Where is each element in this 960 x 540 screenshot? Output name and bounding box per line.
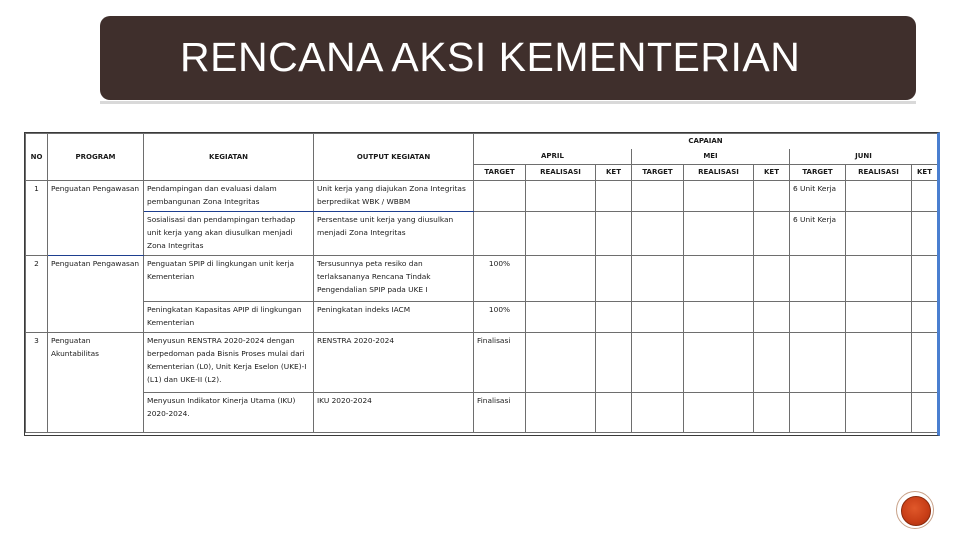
- table-row: [26, 212, 938, 256]
- title-underline: [100, 101, 916, 104]
- row-no: 1: [26, 181, 48, 256]
- header-month-mei: MEI: [632, 149, 790, 165]
- header-sub: KET: [754, 165, 790, 181]
- row-no: 3: [26, 333, 48, 433]
- row-kegiatan: Menyusun RENSTRA 2020-2024 dengan berpedoman pada Bisnis Proses mulai dari Kementerian (L0), Unit Kerja Eselon (UKE)-I (L1) dan UKE-II (L2).: [144, 333, 314, 393]
- header-program: PROGRAM: [48, 134, 144, 181]
- slide-title: RENCANA AKSI KEMENTERIAN: [180, 34, 801, 80]
- header-sub: REALISASI: [684, 165, 754, 181]
- row-output: IKU 2020-2024: [314, 393, 474, 433]
- header-month-april: APRIL: [474, 149, 632, 165]
- april-target: 100%: [474, 302, 526, 333]
- action-plan-table-image: [24, 132, 940, 436]
- row-output: Peningkatan indeks IACM: [314, 302, 474, 333]
- row-output: Persentase unit kerja yang diusulkan menjadi Zona Integritas: [314, 212, 474, 256]
- april-target: [474, 212, 526, 256]
- april-target: 100%: [474, 256, 526, 302]
- table-row: [26, 393, 938, 433]
- header-sub: KET: [596, 165, 632, 181]
- row-kegiatan: Penguatan SPIP di lingkungan unit kerja Kementerian: [144, 256, 314, 302]
- header-capaian: CAPAIAN: [474, 134, 938, 150]
- april-target: Finalisasi: [474, 393, 526, 433]
- row-no: 2: [26, 256, 48, 333]
- title-banner: [100, 16, 916, 100]
- row-output: RENSTRA 2020-2024: [314, 333, 474, 393]
- table-row: [26, 333, 938, 393]
- table-row: [26, 181, 938, 212]
- action-plan-table: [25, 133, 938, 433]
- april-target: Finalisasi: [474, 333, 526, 393]
- table-row: [26, 256, 938, 302]
- header-month-juni: JUNI: [790, 149, 938, 165]
- header-sub: KET: [912, 165, 938, 181]
- juni-target: 6 Unit Kerja: [790, 212, 846, 256]
- header-sub: REALISASI: [526, 165, 596, 181]
- header-sub: REALISASI: [846, 165, 912, 181]
- seal-logo-icon: [896, 491, 934, 529]
- row-output: Tersusunnya peta resiko dan terlaksananya Rencana Tindak Pengendalian SPIP pada UKE I: [314, 256, 474, 302]
- april-target: [474, 181, 526, 212]
- seal-emblem: [901, 496, 931, 526]
- juni-target: [790, 333, 846, 393]
- header-no: NO: [26, 134, 48, 181]
- juni-target: [790, 256, 846, 302]
- header-output: OUTPUT KEGIATAN: [314, 134, 474, 181]
- header-kegiatan: KEGIATAN: [144, 134, 314, 181]
- row-program: Penguatan Akuntabilitas: [48, 333, 144, 433]
- row-program: Penguatan Pengawasan: [48, 181, 144, 256]
- row-kegiatan: Sosialisasi dan pendampingan terhadap unit kerja yang akan diusulkan menjadi Zona Integritas: [144, 212, 314, 256]
- juni-target: [790, 393, 846, 433]
- header-sub: TARGET: [790, 165, 846, 181]
- row-kegiatan: Peningkatan Kapasitas APIP di lingkungan Kementerian: [144, 302, 314, 333]
- table-row: [26, 302, 938, 333]
- row-output: Unit kerja yang diajukan Zona Integritas berpredikat WBK / WBBM: [314, 181, 474, 212]
- header-sub: TARGET: [632, 165, 684, 181]
- row-program: Penguatan Pengawasan: [48, 256, 144, 333]
- header-sub: TARGET: [474, 165, 526, 181]
- row-kegiatan: Pendampingan dan evaluasi dalam pembangunan Zona Integritas: [144, 181, 314, 212]
- juni-target: [790, 302, 846, 333]
- row-kegiatan: Menyusun Indikator Kinerja Utama (IKU) 2020-2024.: [144, 393, 314, 433]
- juni-target: 6 Unit Kerja: [790, 181, 846, 212]
